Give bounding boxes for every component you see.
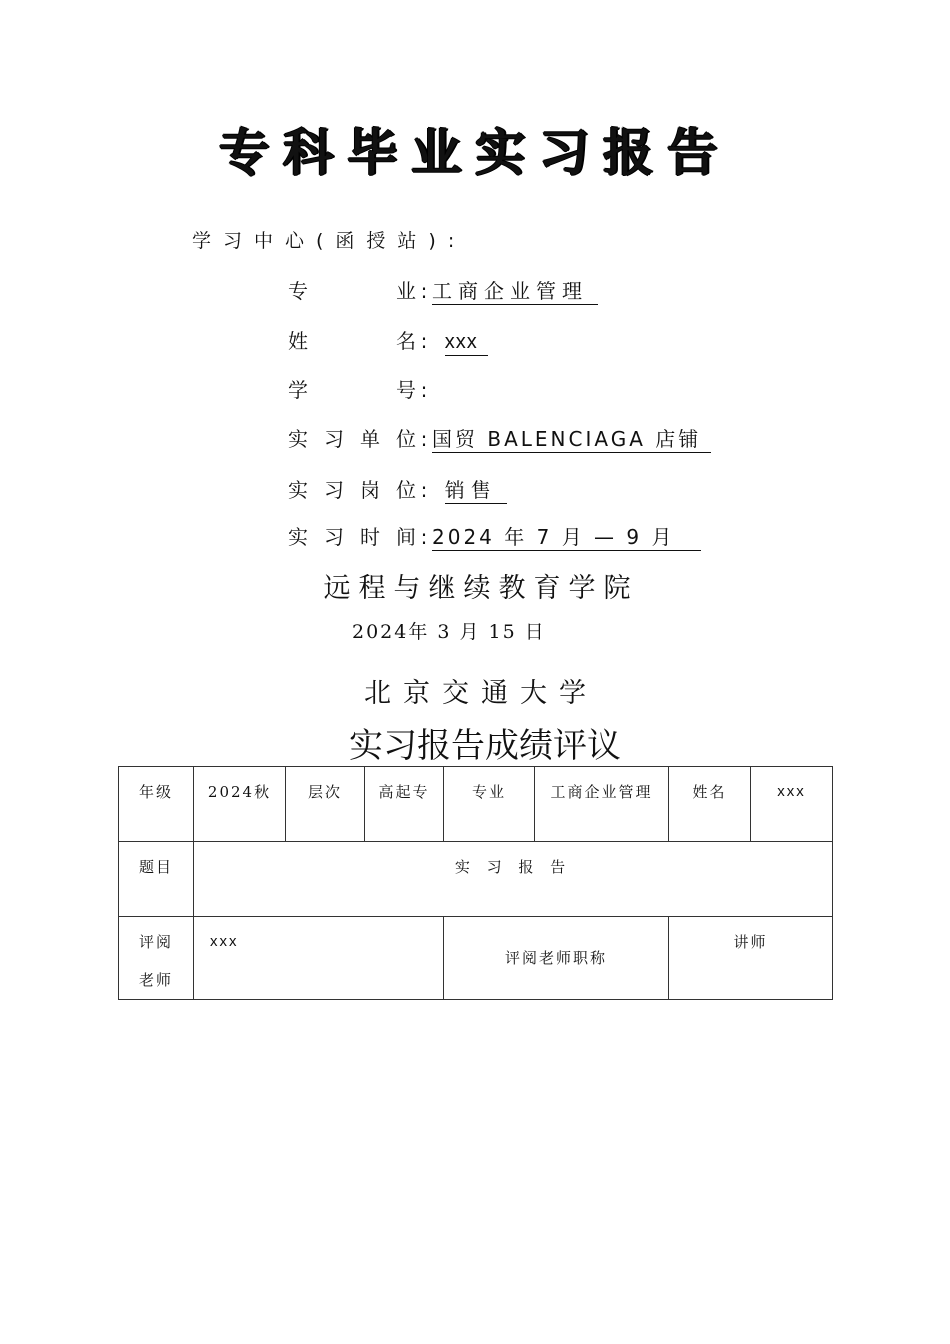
field-major: 专业 : 工商企业管理 xyxy=(288,274,598,308)
major-label: 专业 xyxy=(444,767,535,842)
field-value: 国贸 BALENCIAGA 店铺 xyxy=(432,426,711,453)
name-value: xxx xyxy=(751,767,833,842)
field-label: 学号 xyxy=(288,378,416,402)
document-title: 专科毕业实习报告 xyxy=(219,124,731,182)
grade-value: 2024秋 xyxy=(194,767,286,842)
field-label: 专业 xyxy=(288,279,416,303)
field-value: 2024 年 7 月 — 9 月 xyxy=(432,524,701,551)
field-internship-time: 实习时间 :2024 年 7 月 — 9 月 xyxy=(288,520,701,554)
reviewer-label: 评阅老师 xyxy=(119,917,194,1000)
field-value: 工商企业管理 xyxy=(432,278,598,305)
field-label: 实习时间 xyxy=(288,525,416,549)
level-label: 层次 xyxy=(286,767,365,842)
field-internship-position: 实习岗位 : 销售 xyxy=(288,473,507,507)
college-name: 远程与继续教育学院 xyxy=(323,573,639,604)
table-row xyxy=(119,767,833,842)
topic-label: 题目 xyxy=(119,842,194,917)
field-label: 姓名 xyxy=(288,329,416,353)
level-value: 高起专 xyxy=(365,767,444,842)
table-row xyxy=(119,842,833,917)
field-value: 销售 xyxy=(445,477,507,504)
table-row xyxy=(119,917,833,1000)
field-label: 实习单位 xyxy=(288,427,416,451)
evaluation-title: 实习报告成绩评议 xyxy=(349,726,621,766)
field-value: xxx xyxy=(445,329,488,356)
name-label: 姓名 xyxy=(669,767,751,842)
reviewer-title-label: 评阅老师职称 xyxy=(444,917,669,1000)
field-name: 姓名 : xxx xyxy=(288,324,488,358)
study-center-label: 学习中心(函授站): xyxy=(192,230,467,252)
reviewer-value: xxx xyxy=(194,917,444,1000)
field-label: 实习岗位 xyxy=(288,478,416,502)
reviewer-title-value: 讲师 xyxy=(669,917,833,1000)
field-student-id: 学号 : xyxy=(288,373,442,407)
university-name: 北京交通大学 xyxy=(364,678,598,709)
grade-evaluation-table xyxy=(118,766,833,1000)
field-internship-unit: 实习单位 : 国贸 BALENCIAGA 店铺 xyxy=(288,422,711,456)
grade-label: 年级 xyxy=(119,767,194,842)
major-value: 工商企业管理 xyxy=(535,767,669,842)
topic-value: 实 习 报 告 xyxy=(194,842,833,917)
report-date: 2024年 3 月 15 日 xyxy=(352,621,546,643)
